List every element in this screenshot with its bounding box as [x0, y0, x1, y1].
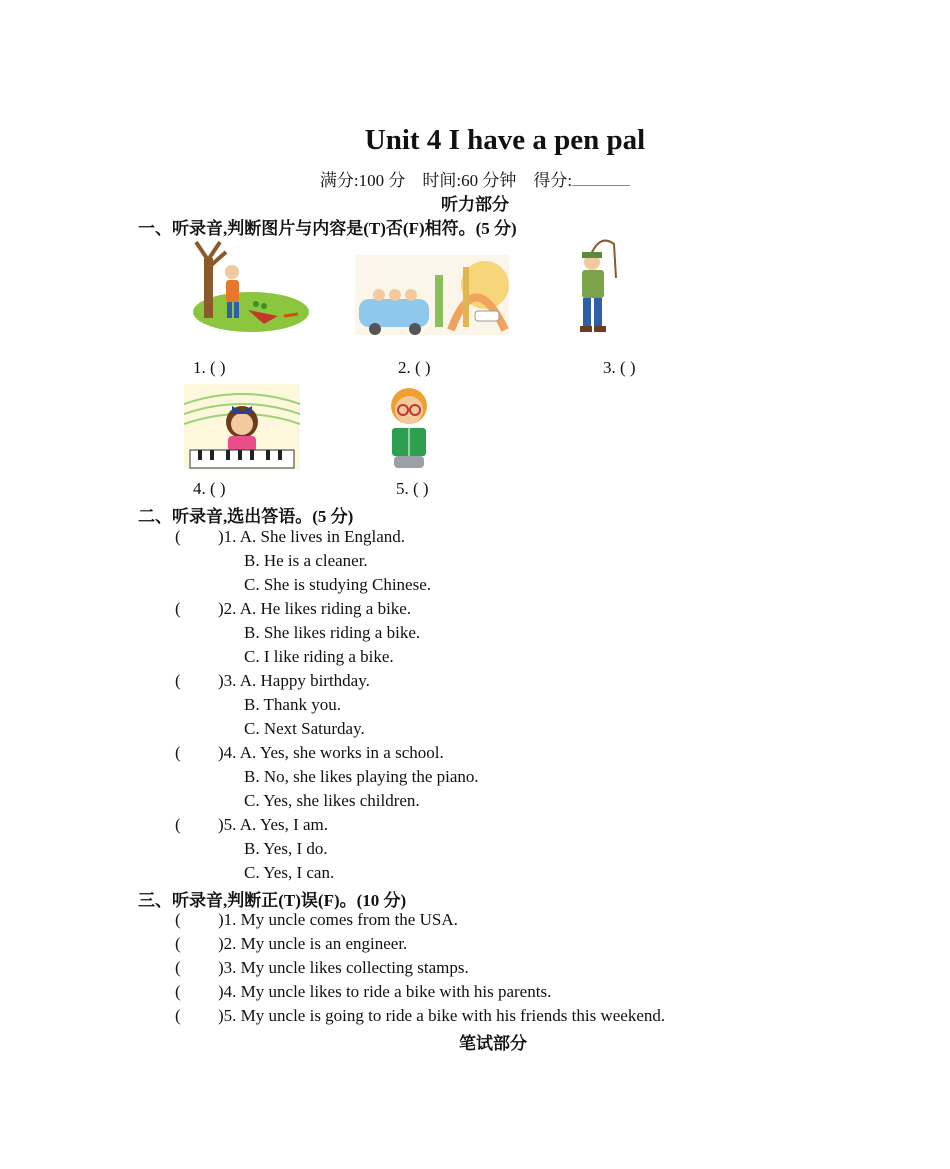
reading-boy-picture — [380, 384, 438, 470]
piano-girl-picture — [184, 384, 300, 470]
part2-q4-option-a: )4. A. Yes, she works in a school. — [218, 743, 444, 762]
part2-q5-option-a: )5. A. Yes, I am. — [218, 815, 329, 834]
part3-item-3-paren: ( — [175, 958, 181, 977]
part2-q3-option-c: C. Next Saturday. — [244, 719, 365, 738]
fishing-boy-picture — [568, 238, 620, 336]
part2-q1-option-a: )1. A. She lives in England. — [218, 527, 405, 546]
full-score: 满分:100 分 — [319, 171, 406, 190]
part2-q5-option-c: C. Yes, I can. — [244, 863, 335, 882]
part2-q3-option-a: )3. A. Happy birthday. — [218, 671, 370, 690]
writing-section-title: 笔试部分 — [459, 1034, 527, 1053]
part2-q2-option-a: )2. A. He likes riding a bike. — [218, 599, 412, 618]
part2-q5-option-b: B. Yes, I do. — [244, 839, 328, 858]
part2-q1-option-b: B. He is a cleaner. — [244, 551, 368, 570]
part3-item-1: )1. My uncle comes from the USA. — [218, 910, 458, 929]
part1-item-3: 3. ( ) — [603, 358, 636, 377]
part3-item-2: )2. My uncle is an engineer. — [218, 934, 408, 953]
exam-meta — [0, 166, 950, 191]
part3-heading: 三、听录音,判断正(T)误(F)。(10 分) — [138, 891, 407, 910]
score-blank[interactable] — [572, 171, 630, 186]
part2-q4-option-b: B. No, she likes playing the piano. — [244, 767, 479, 786]
part2-q1-paren: ( — [175, 527, 181, 546]
part3-item-2-paren: ( — [175, 934, 181, 953]
score-label: 得分: — [533, 171, 573, 190]
part2-q2-option-b: B. She likes riding a bike. — [244, 623, 421, 642]
part3-item-5: )5. My uncle is going to ride a bike with his friends this weekend. — [218, 1006, 666, 1025]
part2-q3-paren: ( — [175, 671, 181, 690]
part2-q2-paren: ( — [175, 599, 181, 618]
part1-item-2: 2. ( ) — [398, 358, 431, 377]
part2-q5-paren: ( — [175, 815, 181, 834]
part3-item-5-paren: ( — [175, 1006, 181, 1025]
part2-q2-option-c: C. I like riding a bike. — [244, 647, 394, 666]
part3-item-1-paren: ( — [175, 910, 181, 929]
part1-item-1: 1. ( ) — [193, 358, 226, 377]
zoo-trip-picture — [355, 255, 509, 335]
part1-item-5: 5. ( ) — [396, 479, 429, 498]
part1-heading: 一、听录音,判断图片与内容是(T)否(F)相符。(5 分) — [138, 219, 517, 238]
part1-item-4: 4. ( ) — [193, 479, 226, 498]
part2-heading: 二、听录音,选出答语。(5 分) — [138, 507, 354, 526]
gardener-picture — [190, 238, 312, 336]
part2-q4-option-c: C. Yes, she likes children. — [244, 791, 420, 810]
part2-q3-option-b: B. Thank you. — [244, 695, 341, 714]
time-limit: 时间:60 分钟 — [422, 171, 517, 190]
listening-section-title: 听力部分 — [441, 195, 509, 214]
part3-item-3: )3. My uncle likes collecting stamps. — [218, 958, 469, 977]
part2-q4-paren: ( — [175, 743, 181, 762]
part3-item-4: )4. My uncle likes to ride a bike with his parents. — [218, 982, 552, 1001]
page-title: Unit 4 I have a pen pal — [364, 124, 646, 156]
part3-item-4-paren: ( — [175, 982, 181, 1001]
part2-q1-option-c: C. She is studying Chinese. — [244, 575, 432, 594]
